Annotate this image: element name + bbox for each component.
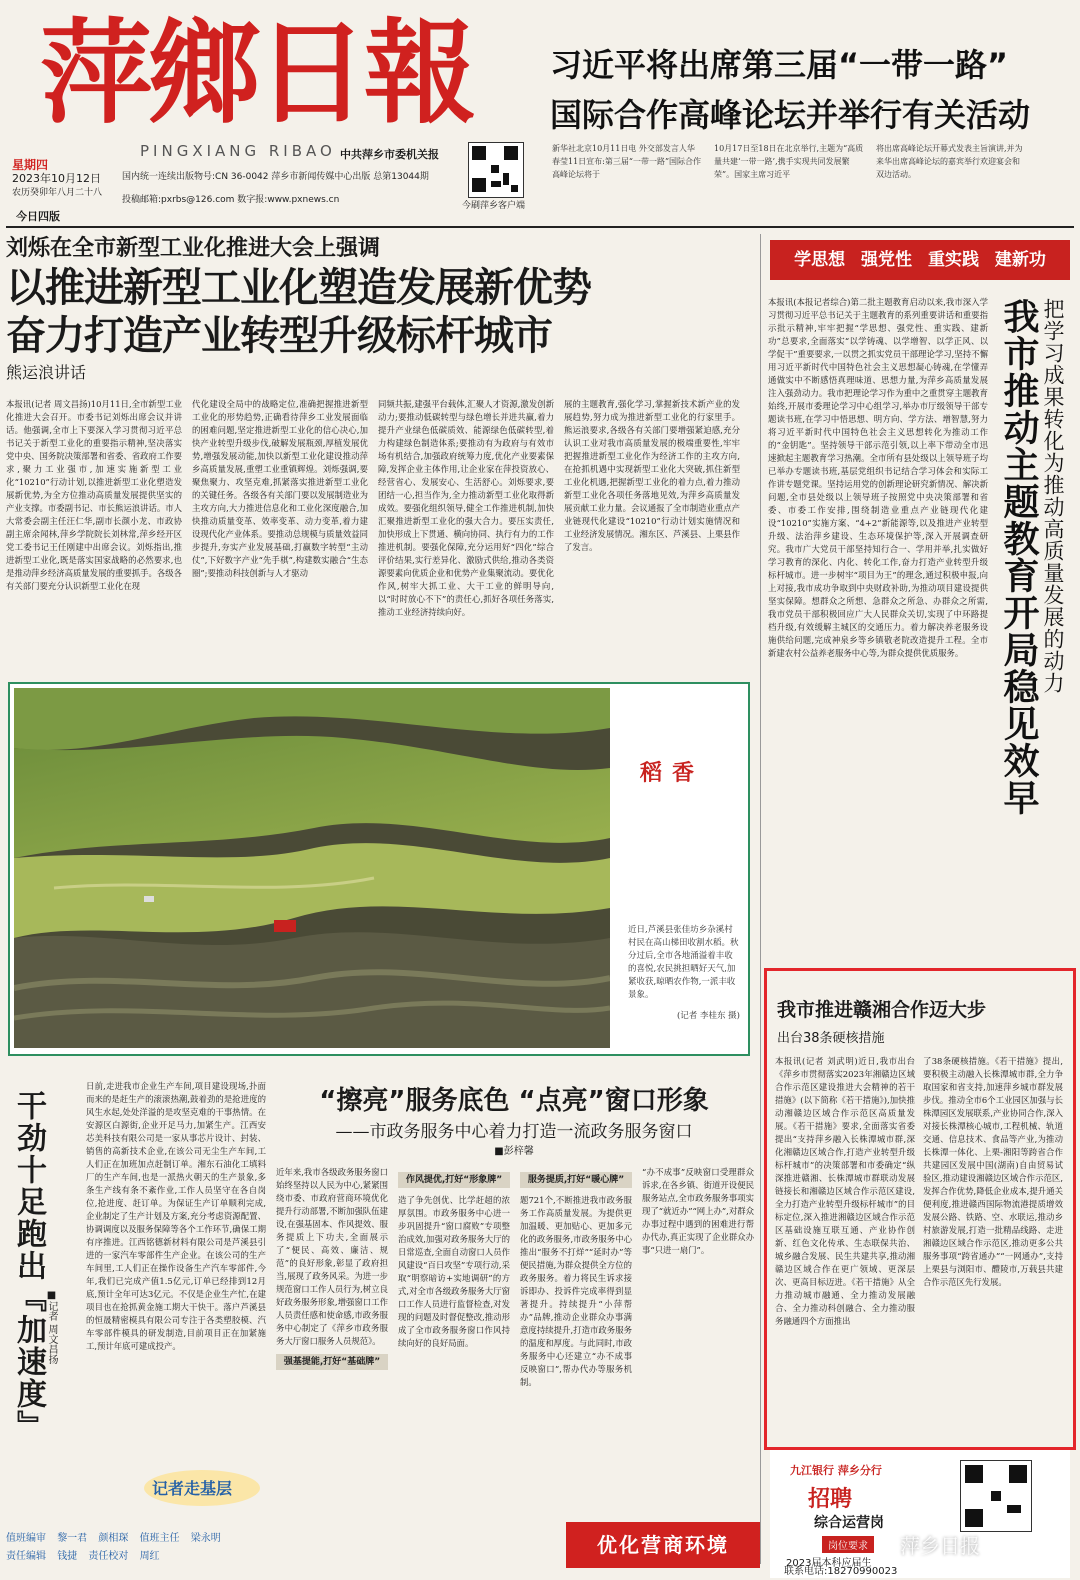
page-count: 今日四版 (16, 210, 60, 223)
reporter-grassroots-logo (142, 1466, 262, 1508)
ad-qr-code-icon[interactable] (960, 1460, 1032, 1532)
photo-title: 稻香 (640, 760, 705, 786)
masthead-organ: 中共萍乡市委机关报 (340, 148, 439, 161)
top-story-col3: 将出席高峰论坛开幕式发表主旨演讲,并为来华出席高峰论坛的嘉宾举行欢迎宴会和双边活动。 (876, 144, 1023, 179)
top-headline-line2: 国际合作高峰论坛并举行有关活动 (550, 96, 1031, 134)
top-headline[interactable] (550, 40, 1070, 140)
lead-col2: 代化建设全局中的战略定位,准确把握推进新型工业化的形势趋势,正确看待萍乡工业发展面临的困难问题,坚定推进新型工业化的信心决心,加快产业转型升级步伐,破解发展瓶颈,厚植发展优势,增强发展动能,加快以新型工业化建设推动萍乡高质量发展,重塑工业重镇辉煌。刘烁强调,要聚焦聚力、攻坚克难,抓紧落实推进新型工业化的关键任务。各级各有关部门要以发展制造业为主攻方向,大力推进信息化和工业化深度融合,加快推动质量变革、效率变革、动力变革,着力建设现代化产业体系。要推动总规模与质量效益同步提升,夯实产业发展基础,打赢数字转型“主动仗”,下好数字产业“先手棋”,构建数实融合“生态圈”;要推动科技创新与人才驱动 (192, 399, 368, 578)
terrace-illustration (14, 688, 610, 1048)
left-feature-title: 干劲十足跑出『加速度』 (11, 1090, 46, 1442)
gan-xiang-subtitle: 出台38条硬核措施 (777, 1031, 885, 1046)
watermark: 萍乡日报 (900, 1534, 980, 1558)
banner-item-2: 强党性 (861, 250, 913, 270)
lead-col1: 本报讯(记者 周文昌扬)10月11日,全市新型工业化推进大会召开。市委书记刘烁出席会议并讲话。他强调,全市上下要深入学习贯彻习近平总书记关于新型工业化的重要指示精神,坚决落实党中央、国务院决策部署和省委、省政府工作要求,聚力工业强市,加速实施新型工业化“10210”行动计划,以推进新型工业化塑造发展新优势,为全方位推动高质量发展提供坚实的产业支撑。市委副书记、市长熊运浪讲话。市人大常委会副主任汪仁华,副市长颜小龙、市政协副主席余闻林,萍乡学院院长刘林常,萍乡经开区党工委书记王任刚建中出席会议。刘烁指出,推进新型工业化,既是落实国家战略的必然要求,也是推动萍乡经济高质量发展的重要抓手。各级各有关部门要充分认识新型工业化在现 (6, 399, 182, 591)
top-story-col1: 新华社北京10月11日电 外交部发言人华春莹11日宣布:第三届“一带一路”国际合作高峰论坛将于 (552, 144, 702, 179)
gov-service-col1-text: 近年来,我市各级政务服务窗口始终坚持以人民为中心,紧紧围绕市委、市政府营商环境优化提升行动部署,不断加强队伍建设,在强基固本、作风提效、服务提质上下功夫,全面展示了“便民、高效、廉洁、规范”的良好形象,彰显了政府担当,展现了政务风采。为进一步规范窗口工作人员行为,树立良好政务服务形象,增强窗口工作人员责任感和使命感,市政务服务中心制定了《萍乡市政务服务大厅窗口服务人员规范》。 (276, 1167, 388, 1346)
publication-number: 国内统一连续出版物号:CN 36-0042 萍乡市新闻传媒中心出版 总第13044期 (122, 172, 429, 182)
lead-byline: 熊运浪讲话 (6, 363, 87, 382)
photo-caption-text: 近日,芦溪县张佳坊乡杂溪村村民在高山梯田收割水稻。秋分过后,全市各地涌溢着丰收的喜悦,农民挑担晒好天气,加紧收获,晾晒农作物,一派丰收景象。 (628, 925, 739, 1000)
lead-kicker: 刘烁在全市新型工业化推进大会上强调 (6, 236, 381, 261)
publication-info (122, 170, 462, 208)
masthead (0, 0, 1080, 223)
column-divider (760, 234, 761, 1564)
qr-label: 今刷萍乡客户端 (462, 201, 526, 211)
credit-editor3: 颜相琛 (98, 1533, 129, 1544)
lead-headline[interactable] (6, 234, 756, 386)
left-feature-headline[interactable] (6, 1090, 76, 1520)
credit-label-responsible: 责任编辑 (6, 1551, 46, 1562)
photo-caption (628, 924, 740, 1023)
qr-code-icon[interactable] (468, 142, 524, 198)
top-headline-line1: 习近平将出席第三届“一带一路” (550, 46, 1009, 84)
photo-image (14, 688, 610, 1048)
gov-service-body (276, 1166, 754, 1516)
ad-position: 综合运营岗 (814, 1515, 884, 1531)
theme-education-title: 我市推动主题教育开局稳见效早 (998, 298, 1040, 816)
lead-col4: 展的主题教育,强化学习,掌握新技术新产业的发展趋势,努力成为推进新型工业化的行家里手。熊运浪要求,各级各有关部门要增强紧迫感,充分认识工业对我市高质量发展的极端重要性,牢牢把握推进新型工业化作为经济工作的主攻方向,在抢抓机遇中实现新型工业化大突破,抓住新型工业化机遇,把握新型工业化的着力点,着力推动新型工业化各项任务落地见效,为萍乡高质量发展贡献工业力量。会议通报了全市制造业重点产业链现代化建设“10210”行动计划实施情况和工业经济发展情况。湘东区、芦溪县、上栗县作了发言。 (564, 399, 740, 552)
gov-service-headline[interactable] (274, 1082, 754, 1160)
lead-body (6, 398, 748, 680)
lunar-date: 农历癸卯年八月二十八 (12, 188, 103, 198)
theme-education-story[interactable] (768, 292, 1072, 952)
gov-service-col4: “办不成事”反映窗口受理群众诉求,在各乡镇、街道开设便民服务站点,全市政务服务事项实现了“就近办”“网上办”,对群众办事过程中遇到的困难进行帮办代办,真正实现了企业群众办事“只进一扇门”。 (642, 1167, 754, 1255)
credit-label-proof: 责任校对 (88, 1551, 129, 1562)
credit-editor1: 黎一君 (57, 1533, 88, 1544)
gan-xiang-col1: 本报讯(记者 刘武明)近日,我市出台《萍乡市贯彻落实2023年湘赣边区域合作示范区建设推进大会精神的若干措施》(以下简称《若干措施》),加快推动湘赣边区域合作示范区高质量发展。《若干措施》要求,全面落实省委提出“支持萍乡融入长株潭城市群,深化湘赣边区域合作,打造产业转型升级标杆城市”的决策部署和市委确定“纵深推进赣湘、长株潭城市群联动发展链接长和湘赣边区域合作示范区建设,全力打造产业转型升级标杆城市”的目标定位,深入推进湘赣边区域合作示范区基础设施互联互通、产业协作创新、红色文化传承、生态联保共治、城乡融合发展、民生共建共享,推动湘赣边区域合作在更广领域、更深层次、更高目标迈进。《若干措施》从全力推动城市融通、全力推动发展融合、全力推动科创融合、全力推动服务融通四个方面推出 (775, 1056, 915, 1326)
banner-item-4: 建新功 (994, 250, 1046, 270)
reporter-logo-text: 记者走基层 (152, 1479, 233, 1498)
theme-education-body: 本报讯(本报记者综合)第二批主题教育启动以来,我市深入学习贯彻习近平总书记关于主题教育的系列重要讲话和重要指示批示精神,牢牢把握“学思想、强党性、重实践、建新功”总要求,全面落实“以学铸魂、以学增智、以学正风、以学促干”重要要求,一以贯之抓实党员干部理论学习,坚持不懈用习近平新时代中国特色社会主义思想凝心铸魂,在学懂弄通做实中不断感悟真理味道、思想力量,为萍乡高质量发展注入强劲动力。我市把理论学习作为重中之重贯穿主题教育始终,开展市委理论学习中心组学习,举办市厅级领导干部专题读书班,在学习中悟思想、明方向、学方法、增智慧,努力将习近平新时代中国特色社会主义思想转化为推动工作的“金钥匙”。坚持领导干部示范引领,以上率下带动全市迅速掀起主题教育学习热潮。全市所有县处级以上领导班子均已举办专题读书班,基层党组织书记结合学习体会和实际工作讲专题党课。坚持运用党的创新理论研究新情况、解决新问题,全市县处级以上领导班子按照党中央决策部署和省委、市委工作安排,围绕制造业重点产业链现代化建设“10210”实施方案、“4+2”新能源等,以及推进产业转型升级、法治萍乡建设、生态环境保护等,深入开展调查研究。我市广大党员干部坚持知行合一、学用并举,扎实做好学习教育的深化、内化、转化工作,奋力打造产业转型升级标杆城市。进一步树牢“项目为王”的理念,通过积极申报,向上对接,我市成功争取到中央财政补助,为推动项目建设提供坚实保障。想群众之所想、急群众之所急、办群众之所需,我市党员干部积极回应广大人民群众关切,实现了中环路提档升级,有效缓解主城区的交通压力。着力解决养老服务设施供给问题,完成神泉乡等乡镇敬老院改造提升工程。全市新建农村公益养老服务中心等,为群众提供优质服务。 (768, 297, 988, 658)
ad-contact: 联系电话:18270990023 (784, 1566, 898, 1577)
masthead-rule (6, 226, 1074, 228)
date-block (12, 158, 122, 200)
gov-service-col3 (520, 1166, 632, 1516)
contact-info: 投稿邮箱:pxrbs@126.com 数字报:www.pxnews.cn (122, 195, 340, 205)
weekday: 星期四 (12, 158, 49, 172)
credit-chief: 梁永明 (190, 1533, 221, 1544)
left-feature-body: 日前,走进我市企业生产车间,项目建设现场,扑面而来的是赶生产的滚滚热潮,鼓着劲的是抢进度的风生水起,处处洋溢的是攻坚克难的干事热情。在安源区白源街,企业开足马力,加紧生产。江西安芯美科技有限公司是一家从事芯片设计、封装、销售的高新技术企业,在该公司无尘生产车间,工人们正在加班加点赶制订单。湘东石油化工填料厂的生产车间,也是一派热火朝天的生产景象,多条生产线有条不紊作业,工作人员坚守在各自岗位,抢进度、赶订单。为保证生产订单顺利完成,企业制定了生产计划及方案,充分考虑资源配置、协调调度以及服务保障等各个工作环节,确保工期有序推进。江西铭德新材料有限公司是芦溪县引进的一家汽车零部件生产企业。在该公司的生产车间里,工人们正在操作设备生产汽车零部件,今年,我们已完成产值1.5亿元,订单已经排到12月底,预计全年可达3亿元。不仅是企业生产忙,在建项目也在抢抓黄金施工期大干快干。落户芦溪县的恒晟精密模具有限公司专注于各类塑胶模、汽车零部件模具的研发制造,目前项目正在加紧施工,预计年底可建成投产。 (86, 1081, 266, 1351)
lead-col3: 同频共振,建强平台载体,汇聚人才资源,激发创新动力;要推动低碳转型与绿色增长并进共赢,着力提升产业绿色低碳质效、能源绿色低碳转型,着力构建绿色制造体系;要推动有为政府与有效市场有机结合,加强政府统筹力度,优化产业要素保障,发挥企业主体作用,让企业家在萍投资放心、经营省心、发展安心、生活舒心。刘烁要求,要团结一心,担当作为,全力推动新型工业化取得新成效。要强化组织领导,健全工作推进机制,加快汇聚推进新型工业化的强大合力。要压实责任,加快形成上下贯通、横向协同、执行有力的工作推进机制。要强化保障,充分运用好“四化”综合评价结果,实行差异化、激励式供给,推动各类资源要素向优质企业和优势产业集聚流动。要优化作风,树牢大抓工业、大干工业的鲜明导向,以“时时放心不下”的责任心,抓好各项任务落实,推动工业经济持续向好。 (378, 399, 554, 617)
gov-service-col3-text: 题721个,不断推进我市政务服务工作高质量发展。为提供更加温暖、更加贴心、更加多元化的政务服务,市政务服务中心推出“服务不打烊”“延时办”等便民措施,为群众提供全方位的政务服务。着力将民生诉求接诉即办、投诉件完成率得到显著提升。持续提升“小萍帮办”品牌,推动企业群众办事满意度持续提升,打造市政务服务的温度和厚度。与此同时,市政务服务中心还建立“办不成事反映窗口”,帮办代办等服务机制。 (520, 1195, 632, 1387)
gan-xiang-cooperation-story[interactable] (764, 968, 1076, 1450)
left-feature-byline: ■记者 周文昌扬 (46, 1290, 57, 1365)
banner-item-3: 重实践 (927, 250, 979, 270)
business-environment-banner: 优化营商环境 (566, 1522, 760, 1568)
subhead-warmth: 服务提质,打好“暖心牌” (520, 1172, 632, 1188)
lead-title-line2: 奋力打造产业转型升级标杆城市 (6, 312, 552, 359)
banner-item-1: 学思想 (794, 250, 846, 270)
gov-service-title: “擦亮”服务底色 “点亮”窗口形象 (319, 1086, 709, 1116)
gov-service-col2-text: 造了争先创优、比学赶超的浓厚氛围。市政务服务中心进一步巩固提升“窗口腐败”专项整治成效,加强对政务服务大厅的日常巡查,全面自动窗口人员作风建设“百日攻坚”专项行动,采取“明察暗访+实地调研”的方式,对全市各级政务服务大厅窗口工作人员进行监督检查,对发现的问题及时督促整改,推动形成了全市政务服务窗口作风持续向好的良好局面。 (398, 1195, 510, 1348)
issue-date: 2023年10月12日 (12, 172, 101, 185)
subhead-style: 作风提优,打好“形象牌” (398, 1172, 510, 1188)
editor-credits (6, 1530, 266, 1566)
ad-title: 招聘 (808, 1487, 853, 1512)
lead-title-line1: 以推进新型工业化塑造发展新优势 (6, 264, 591, 311)
gov-service-author: ■彭梓馨 (494, 1146, 534, 1157)
ad-requirements-tag: 岗位要求 (822, 1536, 874, 1553)
gov-service-subtitle: ——市政务服务中心着力打造一流政务服务窗口 (335, 1122, 693, 1142)
ad-graduates: 2023届本科应届生 (786, 1558, 872, 1569)
credit-editor2: 钱捷 (57, 1551, 78, 1562)
gan-xiang-col2: 了38条硬核措施。《若干措施》提出,要积极主动融入长株潭城市群,全力争取国家和省支持,加速萍乡城市群发展步伐。推动全市6个工业园区加强与长株潭园区发展联系,产业协同合作,深入对接长株潭核心城市,工程机械、轨道交通、信息技术、食品等产业,为推动长株潭一体化、上栗-湘阳等跨省合作共建园区发展中国(湖南)自由贸易试验区,推动建设湘赣边区域合作示范区,发挥合作优势,降低企业成本,提升通关便利度,推进赣西国际物流港提质增效发展公路、铁路、空、水联运,推动乡村旅游发展,打造一批精品线路、走进湘赣边区域合作示范区,推动更多公共服务事项“跨省通办”“一网通办”,支持上栗县与浏阳市、醴陵市,万载县共建合作示范区先行发展。 (923, 1056, 1063, 1287)
theme-education-subtitle: 把学习成果转化为推动高质量发展的动力 (1041, 298, 1065, 694)
photo-credit: (记者 李桂东 摄) (676, 1011, 740, 1021)
theme-education-banner (770, 240, 1070, 280)
masthead-pinyin: PINGXIANG RIBAO (140, 142, 336, 160)
credit-label-editor: 值班编审 (6, 1533, 46, 1544)
subhead-foundation: 强基提能,打好“基础牌” (276, 1354, 388, 1370)
top-story-body (552, 142, 1072, 206)
credit-label-chief: 值班主任 (139, 1533, 180, 1544)
gan-xiang-title: 我市推进赣湘合作迈大步 (777, 999, 987, 1021)
credit-proof: 周红 (139, 1551, 160, 1562)
newspaper-logo: 萍鄉日報 (40, 8, 472, 139)
gov-service-col2 (398, 1166, 510, 1516)
rice-terrace-photo[interactable] (8, 682, 750, 1056)
ad-bank-name: 九江银行 萍乡分行 (790, 1464, 882, 1477)
gov-service-col1 (276, 1166, 388, 1516)
top-story-col2: 10月17日至18日在北京举行,主题为“高质量共建‘一带一路’,携手实现共同发展繁荣”。国家主席习近平 (714, 144, 864, 179)
